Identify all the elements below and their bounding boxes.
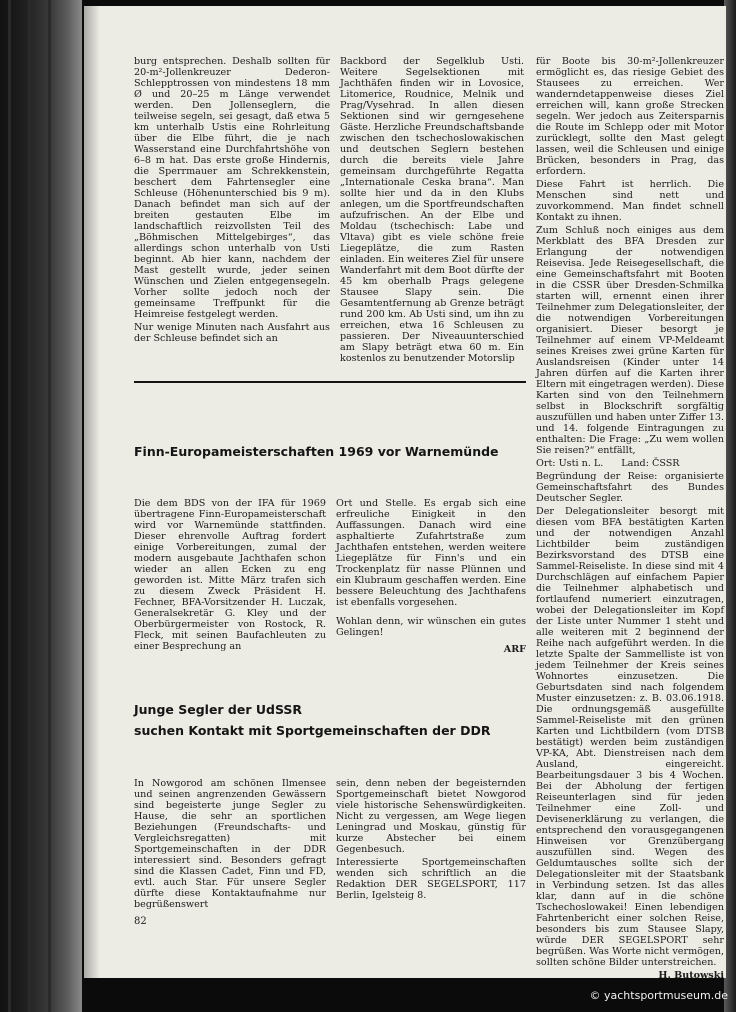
finn-headline: Finn-Europameisterschaften 1969 vor Warnemünde: [134, 444, 499, 459]
udssr-col-2: [336, 778, 526, 901]
paragraph: für Boote bis 30-m²-Jollenkreuzer ermöglicht es, das riesige Gebiet des Stausees zu erreichen. Wer wanderndetappenweise dieses Ziel erreichen will, kann große Strecken segeln. Wer jedoch aus Zeitersparnis die Route im Schlepp oder mit Motor zurücklegt, sollte den Mast gelegt lassen, weil die Schleusen und einige Brücken, besonders in Prag, das erfordern.: [536, 56, 724, 177]
binding-stripe: [48, 0, 51, 1012]
paragraph: In Nowgorod am schönen Ilmensee und seinen angrenzenden Gewässern sind begeisterte junge Segler zu Hause, die sehr an sportlichen Beziehungen (Freundschafts- und Vergleichsregatten) mit Sportgemeinschaften in der DDR interessiert sind. Besonders gefragt sind die Klassen Cadet, Finn und FD, evtl. auch Star. Für unsere Segler dürfte diese Kontaktaufnahme nur begrüßenswert: [134, 778, 326, 910]
paragraph: Nur wenige Minuten nach Ausfahrt aus der Schleuse befindet sich an: [134, 322, 330, 344]
author-signature: ARF: [503, 644, 526, 655]
paragraph: Begründung der Reise: organisierte Gemeinschaftsfahrt des Bundes Deutscher Segler.: [536, 471, 724, 504]
paragraph: Wohlan denn, wir wünschen ein gutes Gelingen!: [336, 616, 526, 638]
udssr-col-1: [134, 778, 326, 910]
paragraph: Interessierte Sportgemeinschaften wenden sich schriftlich an die Redaktion DER SEGELSPORT, 117 Berlin, Igelsteig 8.: [336, 857, 526, 901]
paragraph: Diese Fahrt ist herrlich. Die Menschen sind nett und zuvorkommend. Man findet schnell Kontakt zu ihnen.: [536, 179, 724, 223]
top-article-col-2: [340, 56, 524, 364]
page-number: 82: [134, 916, 147, 927]
place-city: Ort: Usti n. L.: [536, 458, 604, 469]
udssr-headline-2: suchen Kontakt mit Sportgemeinschaften der DDR: [134, 723, 491, 738]
paragraph: Die dem BDS von der IFA für 1969 übertragene Finn-Europameisterschaft wird vor Warnemünde stattfinden. Dieser ehrenvolle Auftrag fordert einige Vorbereitungen, zumal der modern ausgebaute Jachthafen schon wieder an allen Ecken zu eng geworden ist. Mitte März trafen sich zu diesem Zweck Präsident H. Fechner, BFA-Vorsitzender H. Luczak, Generalsekretär G. Kley und der Oberbürgermeister von Rostock, R. Fleck, mit seinen Baufachleuten zu einer Besprechung an: [134, 498, 326, 652]
finn-col-2: [336, 498, 526, 655]
place-line: [536, 458, 724, 469]
paragraph: sein, denn neben der begeisternden Sportgemeinschaft bietet Nowgorod viele historische Sehenswürdigkeiten. Nicht zu vergessen, am Wege liegen Leningrad und Moskau, günstig für kurze Abstecher bei einem Gegenbesuch.: [336, 778, 526, 855]
paragraph: burg entsprechen. Deshalb sollten für 20-m²-Jollenkreuzer Dederon-Schlepptrossen von mindestens 18 mm Ø und 20–25 m Länge verwendet werden. Den Jollenseglern, die teilweise segeln, sei gesagt, daß etwa 5 km unterhalb Ustis eine Rohrleitung über die Elbe führt, die je nach Wasserstand eine Durchfahrtshöhe von 6–8 m hat. Das erste große Hindernis, die Sperrmauer am Schrekkenstein, beschert dem Fahrtensegler eine Schleuse (Höhenunterschied bis 9 m). Danach befindet man sich auf der breiten gestauten Elbe im landschaftlich reizvollsten Teil des „Böhmischen Mittelgebirges“, das allerdings schon unterhalb von Usti beginnt. Ab hier kann, nachdem der Mast gestellt wurde, jeder seinen Wünschen und Zielen entgegensegeln. Vorher sollte jedoch noch der gemeinsame Treffpunkt für die Heimreise festgelegt werden.: [134, 56, 330, 320]
binding-stripe: [8, 0, 11, 1012]
paragraph: Der Delegationsleiter besorgt mit diesen vom BFA bestätigten Karten und der notwendigen Anzahl Lichtbilder beim zuständigen Bezirksvorstand des DTSB eine Sammel-Reiseliste. In diese sind mit 4 Durchschlägen auf einfachem Papier die Teilnehmer alphabetisch und fortlaufend numeriert einzutragen, wobei der Delegationsleiter im Kopf der Liste unter Nummer 1 steht und alle weiteren mit 2 beginnend der Reihe nach aufgeführt werden. In die letzte Spalte der Sammelliste ist von jedem Teilnehmer der Kreis seines Wohnortes einzusetzen. Die Geburtsdaten sind nach folgendem Muster einzusetzen: z. B. 03.06.1918. Die ordnungsgemäß ausgefüllte Sammel-Reiseliste mit den grünen Karten und Lichtbildern (vom DTSB bestätigt) werden beim zuständigen VP-KA, Abt. Dienstreisen nach dem Ausland, eingereicht. Bearbeitungsdauer 3 bis 4 Wochen. Bei der Abholung der fertigen Reiseunterlagen sind für jeden Teilnehmer eine Zoll- und Devisenerklärung zu verlangen, die entsprechend den vorausgegangenen Hinweisen vor Grenzübergang auszufüllen sind. Wegen des Geldumtausches sollte sich der Delegationsleiter mit der Staatsbank in Verbindung setzen. Ist das alles klar, dann auf in die schöne Tschechoslowakei! Einen lebendigen Fahrtenbericht einer solchen Reise, besonders bis zum Stausee Slapy, würde DER SEGELSPORT sehr begrüßen. Was Worte nicht vermögen, sollten schöne Bilder unterstreichen.: [536, 506, 724, 968]
udssr-headline-1: Junge Segler der UdSSR: [134, 702, 303, 717]
watermark: © yachtsportmuseum.de: [589, 989, 728, 1002]
paragraph: Ort und Stelle. Es ergab sich eine erfreuliche Einigkeit in den Auffassungen. Danach wird eine asphaltierte Zufahrtstraße zum Jachthafen entstehen, werden weitere Liegeplätze für Finn's und ein Trockenplatz für nasse Plünnen und ein Klubraum geschaffen werden. Eine bessere Beleuchtung des Jachthafens ist ebenfalls vorgesehen.: [336, 498, 526, 608]
binding-stripe: [28, 0, 31, 1012]
place-country: Land: ČSSR: [621, 458, 680, 469]
right-article-column: [536, 56, 724, 978]
section-rule: [134, 381, 526, 383]
author-signature: H. Butowski: [658, 970, 724, 978]
book-binding-left: [0, 0, 82, 1012]
finn-col-1: [134, 498, 326, 652]
top-article-col-1: [134, 56, 330, 344]
paragraph: Backbord der Segelklub Usti. Weitere Segelsektionen mit Jachthäfen finden wir in Lovosice, Litomerice, Roudnice, Melnik und Prag/Vysehrad. In allen diesen Sektionen sind wir gerngesehene Gäste. Herzliche Freundschaftsbande zwischen den tschechoslowakischen und deutschen Seglern bestehen durch die bereits viele Jahre gemeinsam durchgeführte Regatta „Internationale Ceska brana“. Man sollte hier und da in den Klubs anlegen, um die Sportfreundschaften aufzufrischen. An der Elbe und Moldau (tschechisch: Labe und Vltava) gibt es viele schöne freie Liegeplätze, die zum Rasten einladen. Ein weiteres Ziel für unsere Wanderfahrt mit dem Boot dürfte der 45 km oberhalb Prags gelegene Stausee Slapy sein. Die Gesamtentfernung ab Grenze beträgt rund 200 km. Ab Usti sind, um ihn zu erreichen, etwa 16 Schleusen zu passieren. Der Niveauunterschied am Slapy beträgt etwa 60 m. Ein kostenlos zu benutzender Motorslip: [340, 56, 524, 364]
magazine-page: [84, 6, 726, 978]
paragraph: Zum Schluß noch einiges aus dem Merkblatt des BFA Dresden zur Erlangung der notwendigen Reisevisa. Jede Reisegesellschaft, die eine Gemeinschaftsfahrt mit Booten in die CSSR über Dresden-Schmilka starten will, ernennt einen ihrer Teilnehmer zum Delegationsleiter, der die notwendigen Vorbereitungen organisiert. Dieser besorgt je Teilnehmer auf einem VP-Meldeamt seines Kreises zwei grüne Karten für Auslandsreisen (Kinder unter 14 Jahren dürfen auf die Karten ihrer Eltern mit eingetragen werden). Diese Karten sind von den Teilnehmern selbst in Blockschrift sorgfältig auszufüllen und haben unter Ziffer 13. und 14. folgende Eintragungen zu enthalten: Die Frage: „Zu wem wollen Sie reisen?“ entfällt,: [536, 225, 724, 456]
